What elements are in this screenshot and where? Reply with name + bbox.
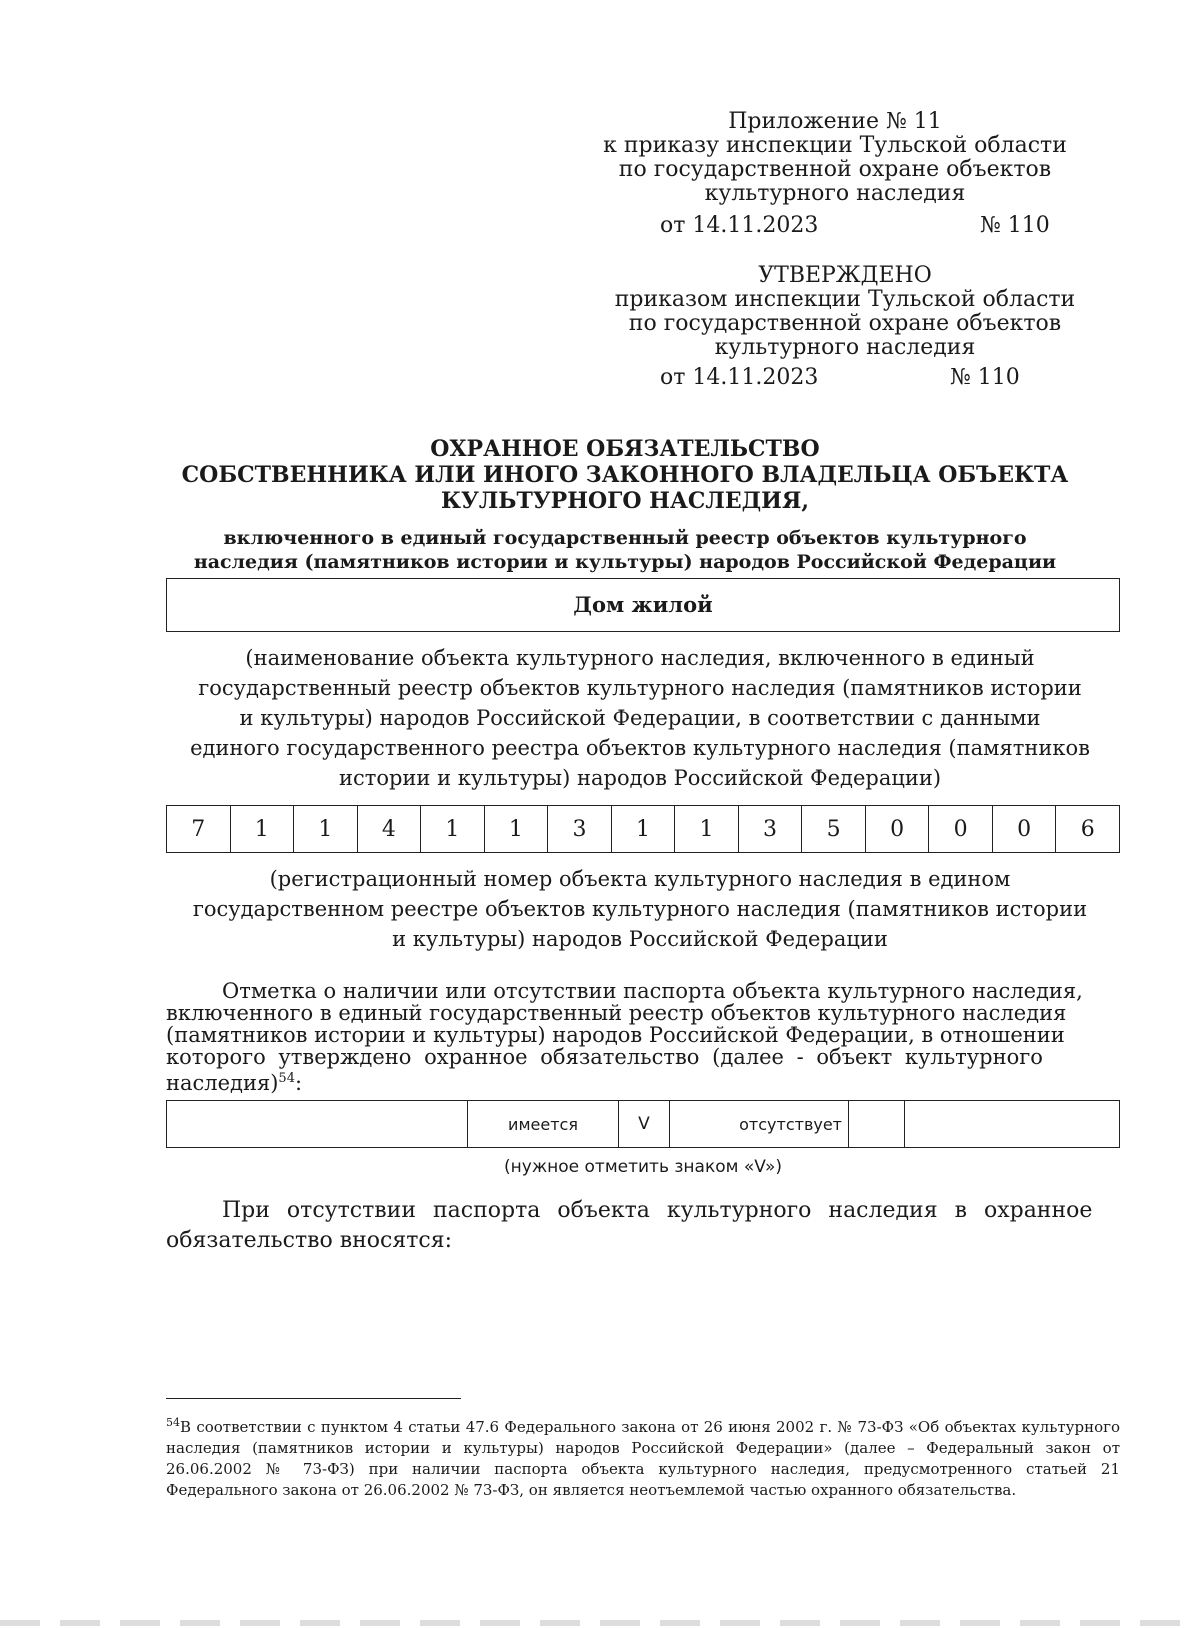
present-mark[interactable]: V (619, 1101, 670, 1148)
caption-line: и культуры) народов Российской Федерации (392, 927, 888, 951)
appendix-number: Приложение № 11 (728, 109, 942, 134)
paragraph-line: включенного в единый государственный реестр объектов культурного наследия (166, 1001, 1067, 1025)
reg-digit: 0 (865, 806, 929, 853)
subtitle-line: наследия (памятников истории и культуры) народов Российской Федерации (193, 551, 1057, 573)
paragraph-line (166, 1068, 1120, 1094)
caption-line: государственный реестр объектов культурного наследия (памятников истории (198, 676, 1082, 700)
reg-digit: 3 (738, 806, 802, 853)
reg-digit: 1 (611, 806, 675, 853)
document-title (150, 436, 1100, 514)
empty-cell (905, 1101, 1120, 1148)
reg-digit: 4 (357, 806, 421, 853)
caption-line: (регистрационный номер объекта культурного наследия в едином (269, 867, 1011, 891)
reg-digit: 0 (929, 806, 993, 853)
paragraph-line: которого утверждено охранное обязательство (далее - объект культурного (166, 1045, 1043, 1069)
appendix-order-number: № 110 (980, 213, 1050, 238)
colon: : (294, 1071, 303, 1095)
absence-paragraph (166, 1196, 1120, 1256)
mark-hint: (нужное отметить знаком «V») (504, 1157, 782, 1177)
paragraph-line: (памятников истории и культуры) народов Российской Федерации, в отношении (166, 1023, 1065, 1047)
appendix-header (600, 110, 1070, 206)
appendix-line: культурного наследия (704, 181, 966, 206)
object-name-box (166, 578, 1120, 632)
document-subtitle (150, 526, 1100, 574)
reg-digit: 7 (167, 806, 231, 853)
reg-digit: 1 (421, 806, 485, 853)
absent-mark[interactable] (849, 1101, 905, 1148)
reg-digit: 5 (802, 806, 866, 853)
registration-number-grid (166, 805, 1120, 853)
scan-edge-artifact (0, 1620, 1200, 1626)
reg-digit: 1 (230, 806, 294, 853)
title-line: ОХРАННОЕ ОБЯЗАТЕЛЬСТВО (430, 436, 820, 462)
footnote-ref: 54 (278, 1071, 295, 1086)
reg-digit: 6 (1056, 806, 1120, 853)
approved-line: приказом инспекции Тульской области (614, 287, 1076, 312)
paragraph-line: Отметка о наличии или отсутствии паспорта объекта культурного наследия, (222, 979, 1083, 1003)
caption-line: истории и культуры) народов Российской Федерации) (338, 766, 942, 790)
title-line: СОБСТВЕННИКА ИЛИ ИНОГО ЗАКОННОГО ВЛАДЕЛЬЦА ОБЪЕКТА (181, 462, 1069, 488)
empty-cell (167, 1101, 468, 1148)
caption-line: единого государственного реестра объектов культурного наследия (памятников (190, 736, 1090, 760)
passport-presence-table (166, 1100, 1120, 1148)
absent-label: отсутствует (670, 1101, 849, 1148)
appendix-line: к приказу инспекции Тульской области (603, 133, 1067, 158)
approved-line: культурного наследия (714, 335, 976, 360)
footnote-number: 54 (166, 1416, 180, 1429)
present-label: имеется (468, 1101, 619, 1148)
reg-digit: 1 (484, 806, 548, 853)
paragraph-text: наследия) (166, 1071, 279, 1095)
footnote-text: В соответствии с пунктом 4 статьи 47.6 Федерального закона от 26 июня 2002 г. № 73-ФЗ «Об объектах культурного наследия (памятников истории и культуры) народов Российской Федерации» (далее – Федеральный закон от 26.06.2002 № 73-ФЗ) при наличии паспорта объекта культурного наследия, предусмотренного статьей 21 Федерального закона от 26.06.2002 № 73-ФЗ, он является неотъемлемой частью охранного обязательства. (166, 1418, 1120, 1499)
approved-heading: УТВЕРЖДЕНО (758, 263, 932, 288)
reg-digit: 3 (548, 806, 612, 853)
caption-line: (наименование объекта культурного наследия, включенного в единый (245, 646, 1035, 670)
registration-caption (160, 866, 1120, 952)
reg-digit: 1 (675, 806, 739, 853)
appendix-date: от 14.11.2023 (660, 213, 819, 238)
object-name: Дом жилой (573, 592, 713, 617)
subtitle-line: включенного в единый государственный реестр объектов культурного (223, 527, 1027, 549)
title-line: КУЛЬТУРНОГО НАСЛЕДИЯ, (440, 488, 810, 514)
approved-date: от 14.11.2023 (660, 365, 819, 390)
caption-line: и культуры) народов Российской Федерации, в соответствии с данными (239, 706, 1041, 730)
approved-block (610, 264, 1080, 360)
reg-digit: 0 (992, 806, 1056, 853)
passport-paragraph (166, 980, 1120, 1094)
appendix-line: по государственной охране объектов (618, 157, 1052, 182)
reg-digit: 1 (294, 806, 358, 853)
footnote (166, 1412, 1120, 1501)
paragraph-line: обязательство вносятся: (166, 1228, 453, 1253)
approved-line: по государственной охране объектов (628, 311, 1062, 336)
paragraph-line: При отсутствии паспорта объекта культурного наследия в охранное (222, 1198, 1093, 1223)
footnote-separator (166, 1398, 461, 1399)
approved-order-number: № 110 (950, 365, 1020, 390)
caption-line: государственном реестре объектов культурного наследия (памятников истории (192, 897, 1088, 921)
object-name-caption (160, 645, 1120, 791)
